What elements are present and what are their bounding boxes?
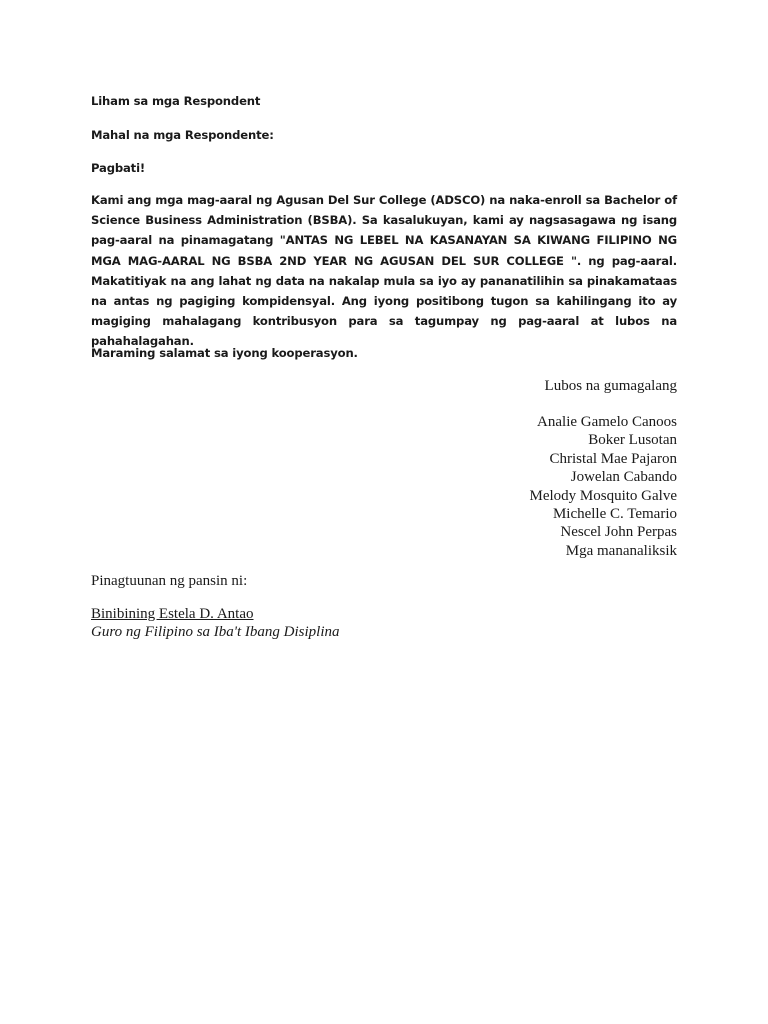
noted-by-name: Binibining Estela D. Antao xyxy=(91,606,254,622)
greeting: Pagbati! xyxy=(91,161,146,175)
signatory-role: Mga mananaliksik xyxy=(565,542,677,559)
letter-heading: Liham sa mga Respondent xyxy=(91,94,261,108)
salutation: Mahal na mga Respondente: xyxy=(91,128,274,142)
signatory-name: Nescel John Perpas xyxy=(560,524,677,541)
closing-line: Lubos na gumagalang xyxy=(544,378,677,394)
signatory-name: Analie Gamelo Canoos xyxy=(537,414,677,430)
thanks-line: Maraming salamat sa iyong kooperasyon. xyxy=(91,346,358,360)
signatory-name: Boker Lusotan xyxy=(588,432,677,449)
signatory-name: Christal Mae Pajaron xyxy=(549,450,677,467)
letter-body: Kami ang mga mag-aaral ng Agusan Del Sur College (ADSCO) na naka-enroll sa Bachelor of Science Business Administration (BSBA). Sa kasalukuyan, kami ay nagsasagawa ng isang pag-aaral na pinamagatang "ANTAS NG LEBEL NA KASANAYAN SA KIWANG FILIPINO NG MGA MAG-AARAL NG BSBA 2ND YEAR NG AGUSAN DEL SUR COLLEGE ". ng pag-aaral. Makatitiyak na ang lahat ng data na nakalap mula sa iyo ay pananatilihin sa pinakamataas na antas ng pagiging kompidensyal. Ang iyong positibong tugon sa kahilingang ito ay magiging mahalagang kontribusyon para sa tagumpay ng pag-aaral at lubos na pahahalagahan. xyxy=(91,193,677,349)
signatory-list xyxy=(530,413,678,560)
signatory-name: Jowelan Cabando xyxy=(570,469,677,486)
noted-by-title: Guro ng Filipino sa Iba't Ibang Disiplina xyxy=(91,624,340,640)
noted-by-label: Pinagtuunan ng pansin ni: xyxy=(91,573,248,589)
signatory-name: Michelle C. Temario xyxy=(552,506,677,523)
signatory-name: Melody Mosquito Galve xyxy=(529,487,677,504)
